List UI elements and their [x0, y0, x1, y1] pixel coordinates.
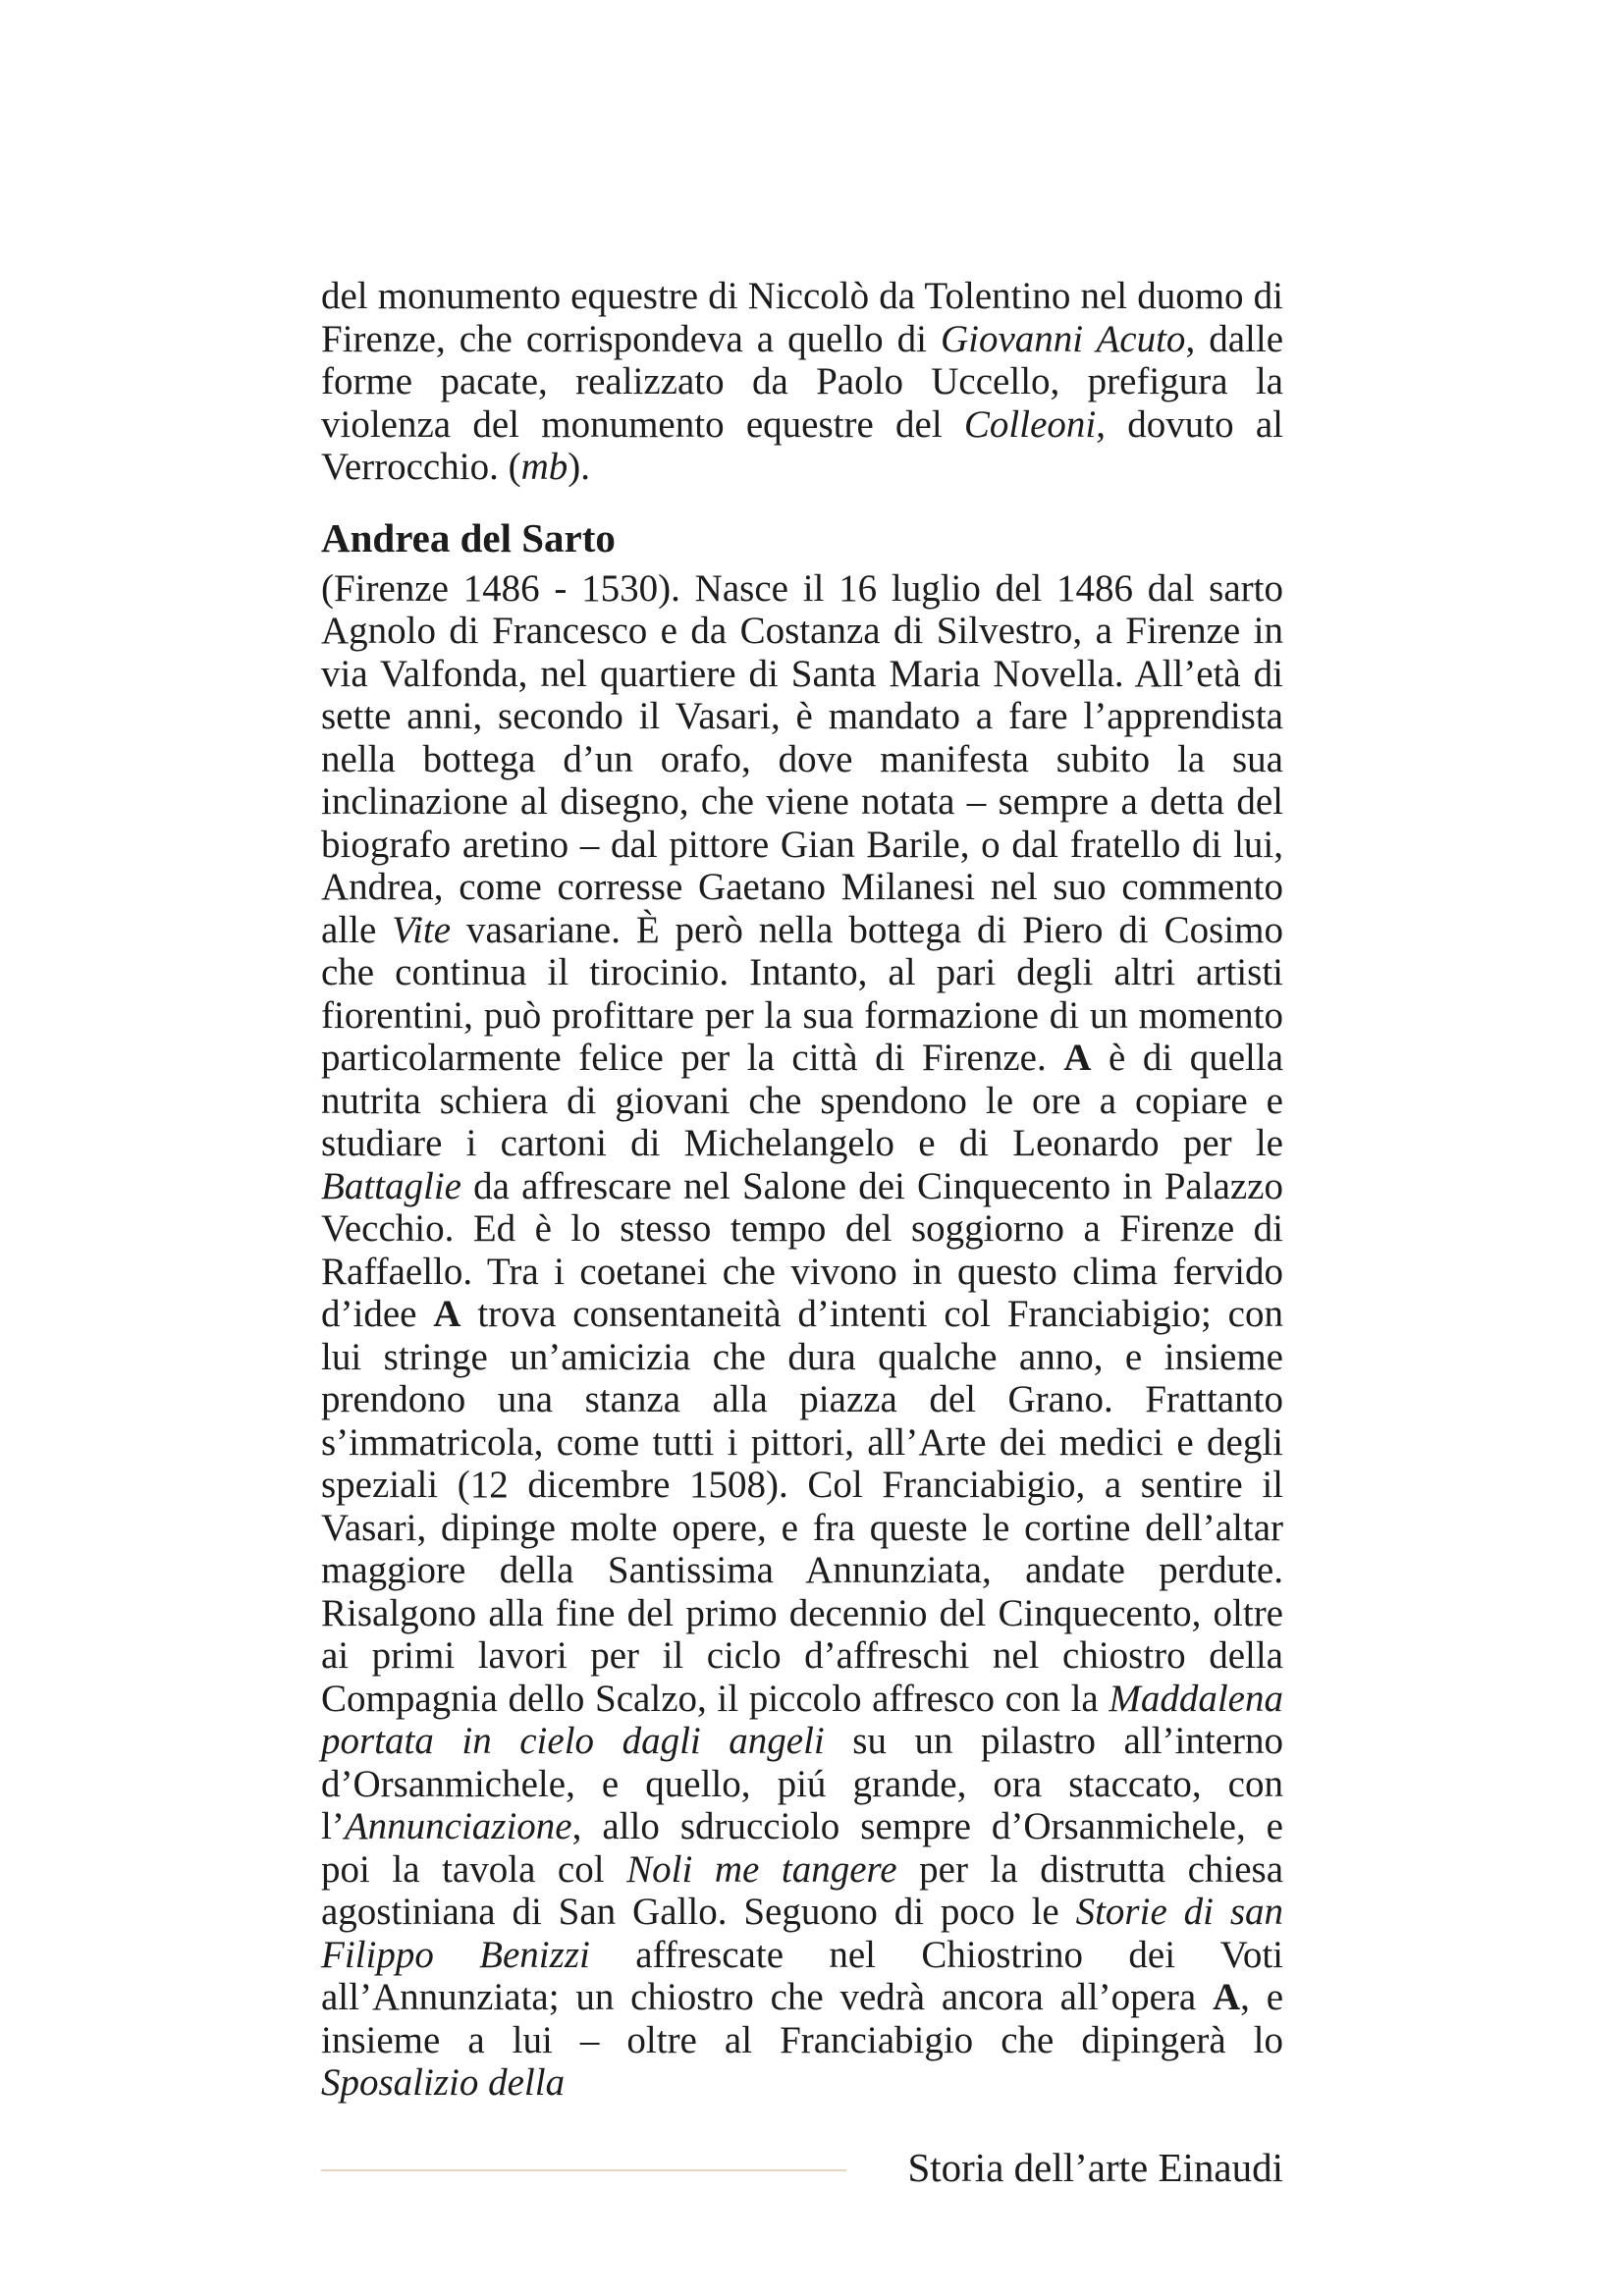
- bold-abbreviation: A: [433, 1293, 461, 1335]
- text-run: , e insieme a lui – oltre al Franciabigio che dipingerà lo: [321, 1976, 1284, 2061]
- text-run: , allo sdrucciolo sempre d’Orsanmichele, e poi la tavola col: [321, 1805, 1283, 1891]
- italic-title: mb: [520, 446, 568, 488]
- text-run: affrescate nel Chiostrino dei Voti all’Annunziata; un chiostro che vedrà ancora all’opera: [321, 1933, 1283, 2018]
- page-body: [321, 275, 1283, 2105]
- italic-title: Giovanni Acuto: [941, 317, 1186, 360]
- italic-title: Maddalena portata in cielo dagli angeli: [321, 1677, 1283, 1762]
- italic-title: Annunciazione: [344, 1805, 572, 1847]
- footer-rule: [321, 2169, 846, 2171]
- page-footer: [321, 2140, 1283, 2195]
- text-run: , dovuto al Verrocchio. (: [321, 402, 1284, 488]
- text-run: trova consentaneità d’intenti col Franciabigio; con lui stringe un’amicizia che dura qualche anno, e insieme prendono una stanza alla piazza del Grano. Frattanto s’immatricola, come tutti i pittori, all’Arte dei medici e degli speziali (12 dicembre 1508). Col Franciabigio, a sentire il Vasari, dipinge molte opere, e fra queste le cortine dell’altar maggiore della Santissima Annunziata, andate perdute. Risalgono alla fine del primo decennio del Cinquecento, oltre ai primi lavori per il ciclo d’affreschi nel chiostro della Compagnia dello Scalzo, il piccolo affresco con la: [321, 1293, 1283, 1720]
- italic-title: Noli me tangere: [626, 1847, 897, 1891]
- text-run: vasariane. È però nella bottega di Piero di Cosimo che continua il tirocinio. Intanto, al pari degli altri artisti fiorentini, può profittare per la sua formazione di un momento particolarmente felice per la città di Firenze.: [321, 908, 1284, 1079]
- italic-title: Storie di san Filippo Benizzi: [321, 1891, 1284, 1976]
- bold-abbreviation: A: [1212, 1976, 1241, 2018]
- text-run: ).: [568, 446, 590, 488]
- text-run: del monumento equestre di Niccolò da Tolentino nel duomo di Firenze, che corrispondeva a quello di: [321, 275, 1283, 360]
- entry-paragraph: [321, 567, 1283, 2105]
- intro-paragraph: [321, 275, 1283, 489]
- italic-title: Vite: [392, 908, 452, 951]
- italic-title: Sposalizio della: [321, 2061, 566, 2104]
- text-run: , dalle forme pacate, realizzato da Paolo Uccello, prefigura la violenza del monumento equestre del: [321, 317, 1283, 446]
- footer-publisher: Storia dell’arte Einaudi: [907, 2145, 1283, 2190]
- text-run: su un pilastro all’interno d’Orsanmichele, e quello, piú grande, ora staccato, con l’: [321, 1720, 1283, 1847]
- italic-title: Battaglie: [321, 1164, 461, 1207]
- entry-heading: Andrea del Sarto: [321, 514, 616, 561]
- text-run: da affrescare nel Salone dei Cinquecento in Palazzo Vecchio. Ed è lo stesso tempo del soggiorno a Firenze di Raffaello. Tra i coetanei che vivono in questo clima fervido d’idee: [321, 1164, 1283, 1335]
- bold-abbreviation: A: [1063, 1037, 1092, 1079]
- text-run: è di quella nutrita schiera di giovani che spendono le ore a copiare e studiare i cartoni di Michelangelo e di Leonardo per le: [321, 1037, 1284, 1164]
- italic-title: Colleoni: [963, 402, 1097, 446]
- text-run: (Firenze 1486 - 1530). Nasce il 16 luglio del 1486 dal sarto Agnolo di Francesco e da Costanza di Silvestro, a Firenze in via Valfonda, nel quartiere di Santa Maria Novella. All’età di sette anni, secondo il Vasari, è mandato a fare l’apprendista nella bottega d’un orafo, dove manifesta subito la sua inclinazione al disegno, che viene notata – sempre a detta del biografo aretino – dal pittore Gian Barile, o dal fratello di lui, Andrea, come corresse Gaetano Milanesi nel suo commento alle: [321, 566, 1283, 951]
- text-run: per la distrutta chiesa agostiniana di San Gallo. Seguono di poco le: [321, 1847, 1284, 1933]
